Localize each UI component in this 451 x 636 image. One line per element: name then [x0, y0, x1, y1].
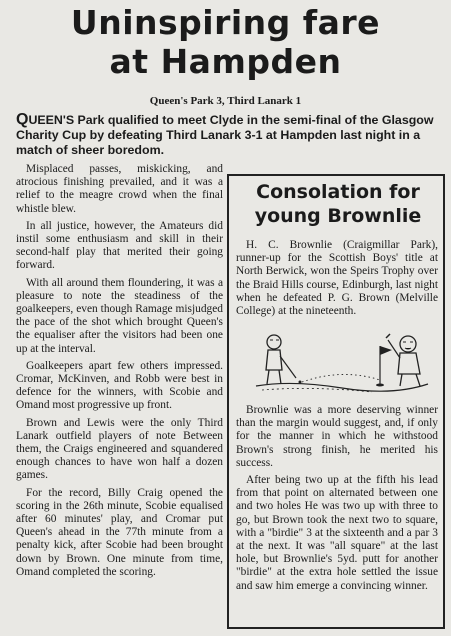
sidebar-paragraph: Brownlie was a more deserving winner than the margin would suggest, and, if only for the manner in which he withstood Brown's strong finish, he merited his success.: [236, 404, 438, 469]
sidebar-title-line-2: young Brownlie: [254, 205, 422, 227]
headline-line-1: Uninspiring fare: [70, 3, 381, 42]
sidebar-paragraph: H. C. Brownlie (Craigmillar Park), runner-up for the Scottish Boys' title at North Berwick, won the Speirs Trophy over the Braid Hills course, Edinburgh, last night when he defeated P. G. Brown (Melville College) at the nineteenth.: [236, 239, 438, 318]
main-article-column: [16, 163, 223, 583]
lead-dropcap: Q: [16, 111, 29, 128]
main-paragraph: With all around them floundering, it was a pleasure to note the steadiness of the goalkeepers, even though Ramage misjudged the pace of the shot which brought Queen's the equaliser after the visitors had been one up at the interval.: [16, 276, 223, 355]
golf-cartoon-icon: [252, 328, 432, 396]
sidebar-title: [233, 180, 443, 228]
sidebar-paragraph: After being two up at the fifth his lead from that point on alternated between one and two holes He was two up with three to go, but Brown took the next two to square, with a "birdie" 3 at the sixteenth and a par 3 at the next. It was "all square" at the last hole, but Brownlie's 5yd. putt for another "birdie" at the extra hole settled the issue and saw him emerge a convincing winner.: [236, 474, 438, 592]
headline-line-2: at Hampden: [109, 42, 342, 81]
lead-text: UEEN'S Park qualified to meet Clyde in the semi-final of the Glasgow Charity Cup by defeating Third Lanark 3-1 at Hampden last night in a match of sheer boredom.: [16, 113, 434, 157]
sidebar-title-line-1: Consolation for: [256, 181, 420, 203]
main-paragraph: For the record, Billy Craig opened the scoring in the 26th minute, Scobie equalised after 60 minutes' play, and Cromar put Queen's ahead in the 77th minute from a penalty kick, after Scobie had been brought down by Brown. One minute from time, Omand completed the scoring.: [16, 486, 223, 578]
main-paragraph: In all justice, however, the Amateurs did instil some enthusiasm and skill in their second-half play that merited their going forward.: [16, 219, 223, 272]
sidebar-intro: [236, 239, 438, 322]
sidebar-body: [236, 404, 438, 597]
main-paragraph: Goalkeepers apart few others impressed. Cromar, McKinven, and Robb were best in defence for the winners, with Scobie and Omand most progressive up front.: [16, 359, 223, 412]
headline: [0, 4, 451, 82]
match-score: Queen's Park 3, Third Lanark 1: [149, 95, 302, 107]
main-paragraph: Brown and Lewis were the only Third Lanark outfield players of note Between them, the Craigs engineered and squandered enough chances to have won half a dozen games.: [16, 416, 223, 482]
main-paragraph: Misplaced passes, miskicking, and atrocious finishing prevailed, and it was a relief to the meagre crowd when the final whistle blew.: [16, 163, 223, 215]
lead-paragraph: [16, 112, 446, 158]
